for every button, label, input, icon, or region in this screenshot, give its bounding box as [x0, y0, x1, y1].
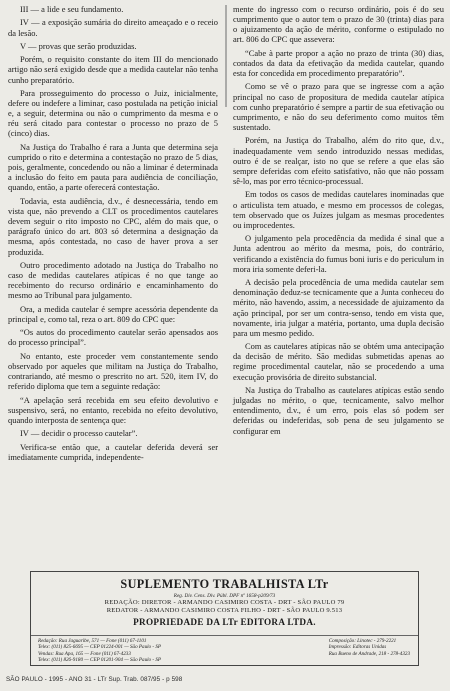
contact-line: Redação: Rua Jaguaribe, 571 — Fone (011) 67-1101 [38, 638, 147, 644]
masthead-title: SUPLEMENTO TRABALHISTA LTr [120, 577, 329, 591]
masthead-redacao: REDAÇÃO: DIRETOR - ARMANDO CASIMIRO COSTA - DRT - SÃO PAULO 79 [104, 599, 345, 606]
contact-line: Composição: Linotec - 279-2221 [328, 638, 397, 644]
right-column [233, 4, 444, 439]
masthead-box [30, 571, 419, 666]
paragraph: Porém, na Justiça do Trabalho, além do rito que, d.v., inadequadamente vem sendo introduzido nessas medidas, outro é de se realçar, isto no que se refere a que elas são sempre deferidas com efeito satisfativo, não que não possam sê-lo, mas por erro técnico-processual. [233, 135, 444, 187]
block-quote: IV — decidir o processo cautelar”. [20, 428, 138, 439]
contact-line: Telex: (011) 825-6695 — CEP 01224-001 — São Paulo - SP [38, 644, 161, 651]
contact-line: Rua Bueno de Andrade, 218 - 278-4323 [328, 650, 410, 657]
masthead-redator: REDATOR - ARMANDO CASIMIRO COSTA FILHO - DRT - SÃO PAULO 9.513 [106, 607, 343, 614]
masthead-registration: Reg. Div. Cens. Div. Públ. DPF nº 1658-p209/73 [173, 593, 276, 599]
paragraph: Verifica-se então que, a cautelar deferida deverá ser imediatamente cumprida, independente- [8, 441, 218, 462]
paragraph: No entanto, este proceder vem constantemente sendo observado por aqueles que militam na Justiça do Trabalho, contrariando, até mesmo o prescrito no art. 520, item IV, do referido diploma que tem a seguinte redação: [8, 350, 218, 392]
masthead-contact-right [329, 638, 410, 657]
paragraph: V — provas que serão produzidas. [20, 40, 137, 51]
contact-line: Vendas: Rua Apa, 165 — Fone (011) 67-4233 [38, 650, 131, 657]
block-quote: “Os autos do procedimento cautelar serão apensados aos do processo principal”. [8, 327, 218, 348]
paragraph: Com as cautelares atípicas não se obtém uma antecipação da decisão de mérito. São medidas submetidas apenas ao regime procedimental cautelar, não se procedendo a uma execução provisória de direito substancial. [233, 341, 444, 382]
contact-line: Impressão: Editoras Unidas [328, 644, 387, 651]
paragraph: III — a lide e seu fundamento. [20, 4, 124, 14]
paragraph: Em todos os casos de medidas cautelares inominadas que o articulista tem atuado, e mesmo em processos de colegas, tem observado que os Juízes julgam as mesmas procedentes ou improcedentes. [233, 189, 444, 230]
paragraph: Na Justiça do Trabalho é rara a Junta que determina seja cumprido o rito e determina a contestação no prazo de 5 dias, pois, geralmente, concedendo ou não a liminar é determinada a inclusão do feito em pauta para audiência de conciliação, quando, então, a parte oferecerá contestação. [8, 141, 218, 193]
left-column [8, 4, 218, 465]
paragraph: Para prosseguimento do processo o Juiz, inicialmente, defere ou indefere a liminar, caso postulada na petição inicial e, a seguir, determina ou não o cumprimento da mesma e o réu será citado para contestar o processo no prazo de 5 (cinco) dias. [8, 87, 218, 139]
block-quote: “Cabe à parte propor a ação no prazo de trinta (30) dias, contados da data da efetivação da medida cautelar, quando esta for concedida em procedimento preparatório”. [233, 47, 444, 79]
paragraph: O julgamento pela procedência da medida é sinal que a Junta adentrou ao mérito da mesma, pois, do contrário, verificando a existência do fumus boni iuris e do periculum in mora iria somente deferi-la. [233, 233, 444, 274]
masthead-owner: PROPRIEDADE DA LTr EDITORA LTDA. [133, 617, 316, 627]
paragraph: Todavia, esta audiência, d.v., é desnecessária, tendo em vista que, não prevendo a CLT os procedimentos cautelares devem seguir o rito imposto no CPC, além do mais que, o parágrafo único do art. 803 só determina a designação da mesma, após contestada, no caso de haver prova a ser produzida. [8, 195, 218, 257]
paragraph: Na Justiça do Trabalho as cautelares atípicas estão sendo julgadas no mérito, o que, tecnicamente, salvo melhor entendimento, d.v., é um erro, pois elas só podem ser deferidas ou indeferidas, sob pena de seu julgamento se configurar em [233, 384, 444, 436]
quote-margin-bar [225, 5, 227, 107]
paragraph: Outro procedimento adotado na Justiça do Trabalho no caso de medidas cautelares atípicas é no que tange ao recebimento do recurso ordinário e encaminhamento do mesmo ao Tribunal para julgamento. [8, 259, 218, 301]
paragraph: mente do ingresso com o recurso ordinário, pois é do seu cumprimento que o autor tem o prazo de 30 (trinta) dias para o ajuizamento da ação de mérito, conforme o estipulado no art. 806 do CPC que assevera: [233, 4, 444, 45]
paragraph: A decisão pela procedência de uma medida cautelar sem denominação deduz-se tecnicamente que a Junta conheceu do mérito, não havendo, assim, a necessidade de ajuizamento da ação principal, por ser um contra-senso, tendo em vista que, novamente, iria julgar a matéria, portanto, uma dupla decisão para um mesmo pedido. [233, 277, 444, 338]
contact-line: Telex: (011) 826-9180 — CEP 01201-904 — São Paulo - SP [38, 657, 161, 664]
masthead-divider [31, 635, 418, 636]
masthead-contact-left [38, 638, 161, 664]
paragraph: Ora, a medida cautelar é sempre acessória dependente da principal e, como tal, reza o art. 809 do CPC que: [8, 303, 218, 324]
paragraph: Porém, o requisito constante do item III do mencionado artigo não será exigido desde que a medida cautelar não tenha cunho preparatório. [8, 54, 218, 85]
page-footer: SÃO PAULO - 1995 - ANO 31 - LTr Sup. Trab. 087/95 - p 598 [6, 676, 183, 683]
block-quote: “A apelação será recebida em seu efeito devolutivo e suspensivo, será, no entanto, recebida no efeito devolutivo, quando interposta de sentença que: [8, 394, 218, 425]
paragraph: IV — a exposição sumária do direito ameaçado e o receio da lesão. [8, 17, 218, 38]
paragraph: Como se vê o prazo para que se ingresse com a ação principal no caso de propositura de medida cautelar atípica com cunho preparatório é sempre a partir de sua efetivação ou cumprimento, e não do seu deferimento como muitos têm sustentado. [233, 81, 444, 133]
